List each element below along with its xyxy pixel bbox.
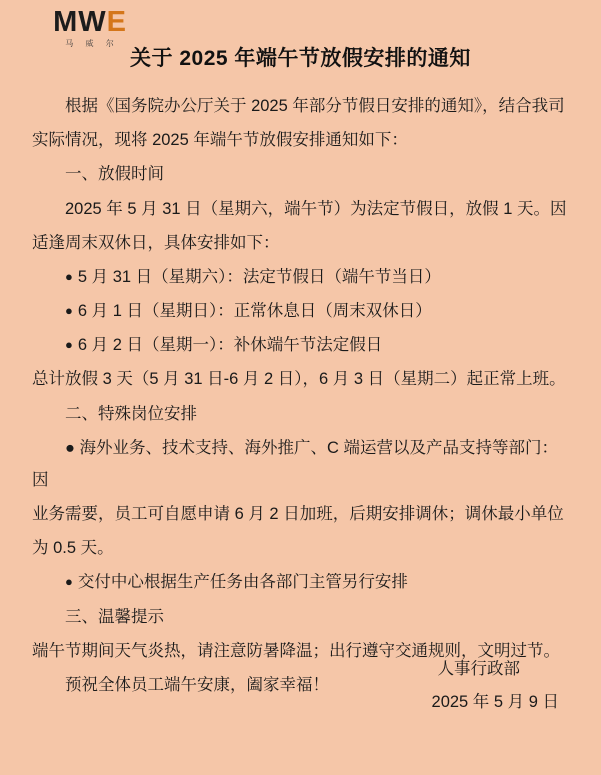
bullet-dot-icon: ●	[65, 303, 73, 319]
section-1-line2: 适逢周末双休日，具体安排如下：	[32, 233, 280, 252]
page-title: 关于 2025 年端午节放假安排的通知	[130, 47, 471, 70]
signature-date: 2025 年 5 月 9 日	[431, 693, 559, 711]
logo-main-text: MW	[53, 6, 107, 38]
logo-wordmark	[53, 8, 127, 37]
intro-paragraph-line2: 实际情况，现将 2025 年端午节放假安排通知如下：	[32, 131, 408, 150]
section-1-heading: 一、放假时间	[65, 165, 164, 184]
section-2-bullet-2	[32, 566, 569, 598]
section-2-bullet-1-line2: 业务需要，员工可自愿申请 6 月 2 日加班，后期安排调休；调休最小单位	[32, 505, 564, 524]
company-logo	[30, 8, 150, 48]
section-2-bullet-1-line1: ● 海外业务、技术支持、海外推广、C 端运营以及产品支持等部门：因	[32, 438, 559, 489]
signature-block	[432, 653, 559, 719]
logo-accent-letter: E	[106, 6, 127, 38]
section-3-line1: 端午节期间天气炎热，请注意防暑降温；出行遵守交通规则，文明过节。	[32, 641, 560, 660]
holiday-bullet-item	[32, 295, 569, 327]
holiday-bullet-item	[32, 329, 569, 361]
document-body	[18, 76, 583, 701]
logo-subtitle: 马 威 尔	[65, 39, 119, 48]
section-2-heading: 二、特殊岗位安排	[65, 404, 197, 423]
holiday-bullet-item	[32, 261, 569, 293]
bullet-dot-icon: ●	[65, 574, 73, 590]
holiday-bullet-text: 5 月 31 日（星期六）：法定节假日（端午节当日）	[77, 267, 441, 286]
section-1-line1: 2025 年 5 月 31 日（星期六，端午节）为法定节假日，放假 1 天。因	[65, 199, 567, 218]
holiday-bullet-text: 6 月 2 日（星期一）：补休端午节法定假日	[77, 336, 383, 355]
section-3-line2: 预祝全体员工端午安康，阖家幸福！	[65, 675, 329, 694]
section-2-bullet-1-line3: 为 0.5 天。	[32, 539, 114, 558]
section-2-bullet-2-text: 交付中心根据生产任务由各部门主管另行安排	[77, 573, 408, 592]
holiday-total-line: 总计放假 3 天（5 月 31 日-6 月 2 日），6 月 3 日（星期二）起正常上班。	[32, 370, 566, 389]
intro-paragraph-line1: 根据《国务院办公厅关于 2025 年部分节假日安排的通知》，结合我司	[65, 97, 565, 115]
holiday-bullet-text: 6 月 1 日（星期日）：正常休息日（周末双休日）	[77, 302, 432, 321]
section-3-heading: 三、温馨提示	[65, 607, 164, 626]
bullet-dot-icon: ●	[65, 268, 73, 284]
signature-department: 人事行政部	[437, 660, 521, 678]
bullet-dot-icon: ●	[65, 337, 73, 353]
